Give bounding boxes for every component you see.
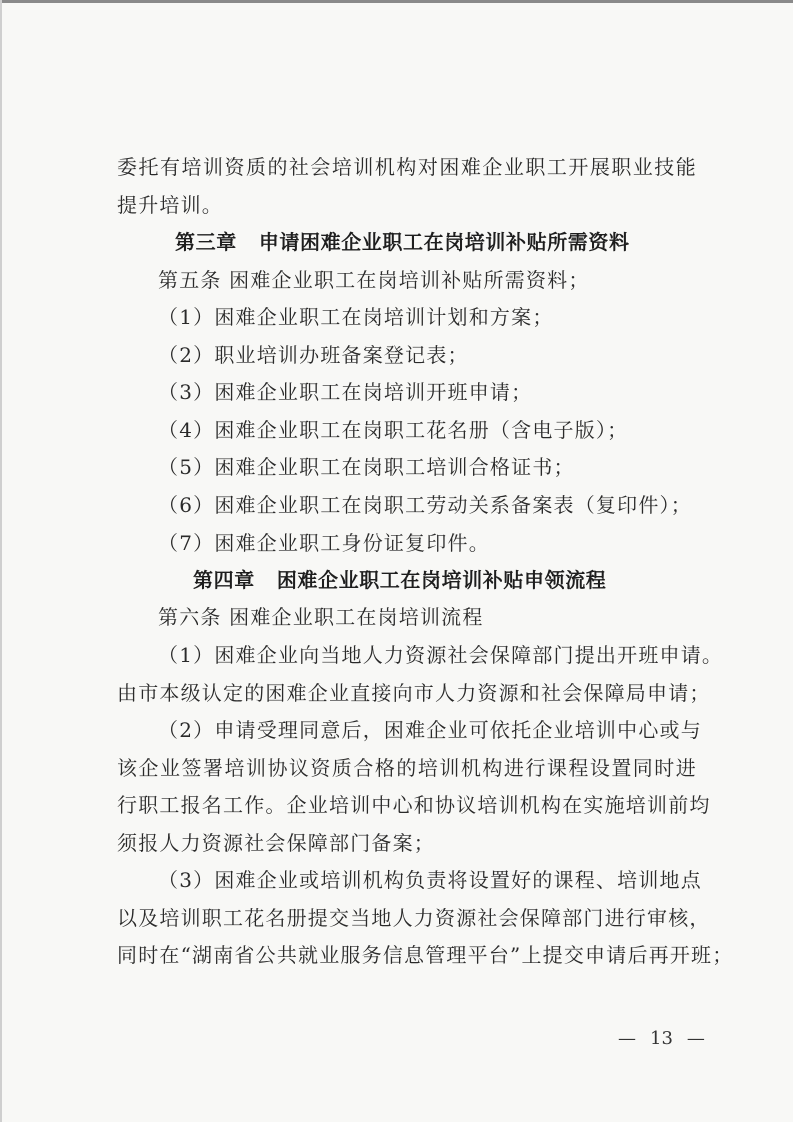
- list-item: （1）困难企业职工在岗培训计划和方案；: [158, 305, 554, 329]
- article-five: 第五条 困难企业职工在岗培训补贴所需资料；: [158, 268, 590, 292]
- footer-dash-left: —: [618, 1028, 636, 1049]
- paragraph-line: 委托有培训资质的社会培训机构对困难企业职工开展职业技能: [117, 155, 697, 179]
- article-six: 第六条 困难企业职工在岗培训流程: [158, 605, 484, 629]
- paragraph-line: 须报人力资源社会保障部门备案；: [117, 831, 435, 855]
- paragraph-line: （3）困难企业或培训机构负责将设置好的课程、培训地点: [158, 868, 702, 892]
- chapter-three-heading: [175, 228, 630, 256]
- paragraph-line: 行职工报名工作。企业培训中心和协议培训机构在实施培训前均: [117, 793, 711, 817]
- list-item: （7）困难企业职工身份证复印件。: [158, 531, 490, 555]
- list-item: （5）困难企业职工在岗职工培训合格证书；: [158, 455, 575, 479]
- paragraph-line: 该企业签署培训协议资质合格的培训机构进行课程设置同时进: [117, 756, 697, 780]
- list-item: （4）困难企业职工在岗职工花名册（含电子版）；: [158, 418, 629, 442]
- paragraph-line: （2）申请受理同意后，困难企业可依托企业培训中心或与: [158, 718, 702, 742]
- page-footer: [618, 1027, 705, 1051]
- scan-top-edge: [0, 0, 793, 3]
- list-item: （6）困难企业职工在岗职工劳动关系备案表（复印件）；: [158, 493, 692, 517]
- chapter-four-heading: [193, 566, 606, 594]
- paragraph-line: （1）困难企业向当地人力资源社会保障部门提出开班申请。: [158, 643, 724, 667]
- list-item: （3）困难企业职工在岗培训开班申请；: [158, 380, 533, 404]
- chapter-three-title: 申请困难企业职工在岗培训补贴所需资料: [258, 230, 630, 254]
- paragraph-line: 同时在“湖南省公共就业服务信息管理平台”上提交申请后再开班；: [117, 943, 734, 967]
- page-number: 13: [650, 1028, 673, 1049]
- paragraph-line: 以及培训职工花名册提交当地人力资源社会保障部门进行审核，: [117, 906, 711, 930]
- list-item: （2）职业培训办班备案登记表；: [158, 343, 469, 367]
- footer-dash-right: —: [686, 1028, 705, 1049]
- chapter-four-title: 困难企业职工在岗培训补贴申领流程: [276, 568, 607, 592]
- paragraph-line: 由市本级认定的困难企业直接向市人力资源和社会保障局申请；: [117, 681, 711, 705]
- chapter-four-number: 第四章: [193, 568, 255, 592]
- chapter-three-number: 第三章: [175, 230, 237, 254]
- paragraph-line: 提升培训。: [117, 193, 223, 217]
- scan-left-edge: [0, 0, 2, 1122]
